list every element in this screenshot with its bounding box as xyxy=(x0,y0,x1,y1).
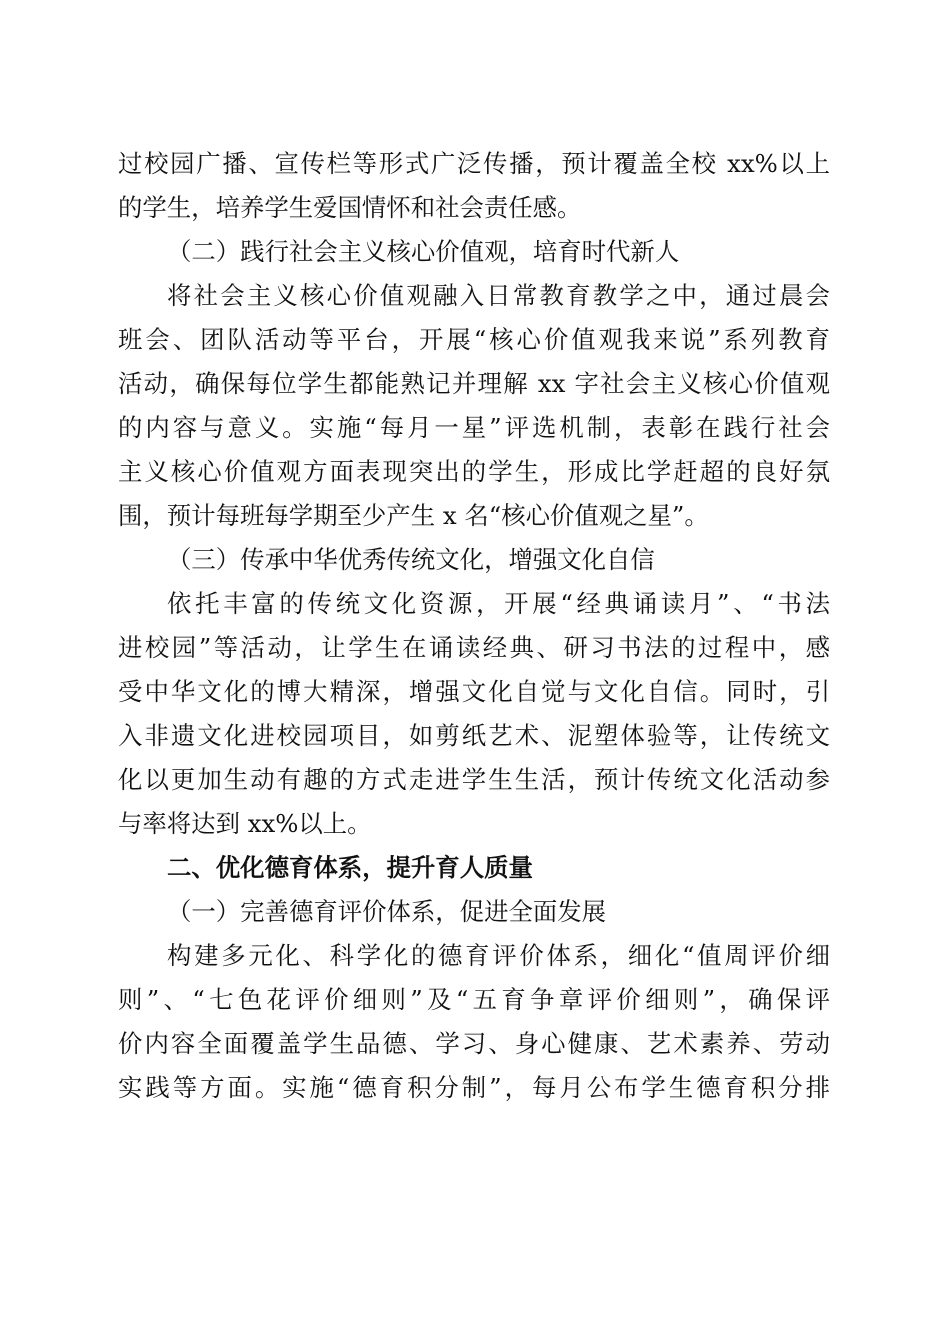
paragraph-line: 化以更加生动有趣的方式走进学生生活，预计传统文化活动参 xyxy=(118,765,830,794)
paragraph-line: 实践等方面。实施“德育积分制”，每月公布学生德育积分排 xyxy=(118,1073,830,1102)
paragraph-line: 受中华文化的博大精深，增强文化自觉与文化自信。同时，引 xyxy=(118,677,830,706)
paragraph-line: 入非遗文化进校园项目，如剪纸艺术、泥塑体验等，让传统文 xyxy=(118,721,830,750)
paragraph-line: 过校园广播、宣传栏等形式广泛传播，预计覆盖全校 xx%以上 xyxy=(118,149,830,178)
paragraph-line: 构建多元化、科学化的德育评价体系，细化“值周评价细 xyxy=(167,941,830,970)
paragraph-line: 活动，确保每位学生都能熟记并理解 xx 字社会主义核心价值观 xyxy=(118,369,830,398)
paragraph-line: 则”、“七色花评价细则”及“五育争章评价细则”，确保评 xyxy=(118,985,830,1014)
chapter-heading: 二、优化德育体系，提升育人质量 xyxy=(167,853,533,882)
document-body xyxy=(118,142,830,1110)
section-heading: （二）践行社会主义核心价值观，培育时代新人 xyxy=(167,237,680,266)
paragraph-line: 班会、团队活动等平台，开展“核心价值观我来说”系列教育 xyxy=(118,325,830,354)
section-heading: （三）传承中华优秀传统文化，增强文化自信 xyxy=(167,545,655,574)
paragraph-line: 价内容全面覆盖学生品德、学习、身心健康、艺术素养、劳动 xyxy=(118,1029,830,1058)
paragraph-line: 的学生，培养学生爱国情怀和社会责任感。 xyxy=(118,193,582,222)
paragraph-line: 与率将达到 xx%以上。 xyxy=(118,809,372,838)
paragraph-line: 主义核心价值观方面表现突出的学生，形成比学赶超的良好氛 xyxy=(118,457,830,486)
paragraph-line: 依托丰富的传统文化资源，开展“经典诵读月”、“书法 xyxy=(167,589,830,618)
paragraph-line: 围，预计每班每学期至少产生 x 名“核心价值观之星”。 xyxy=(118,501,709,530)
paragraph-line: 将社会主义核心价值观融入日常教育教学之中，通过晨会 xyxy=(167,281,830,310)
paragraph-line: 的内容与意义。实施“每月一星”评选机制，表彰在践行社会 xyxy=(118,413,830,442)
section-heading: （一）完善德育评价体系，促进全面发展 xyxy=(167,897,607,926)
paragraph-line: 进校园”等活动，让学生在诵读经典、研习书法的过程中，感 xyxy=(118,633,830,662)
